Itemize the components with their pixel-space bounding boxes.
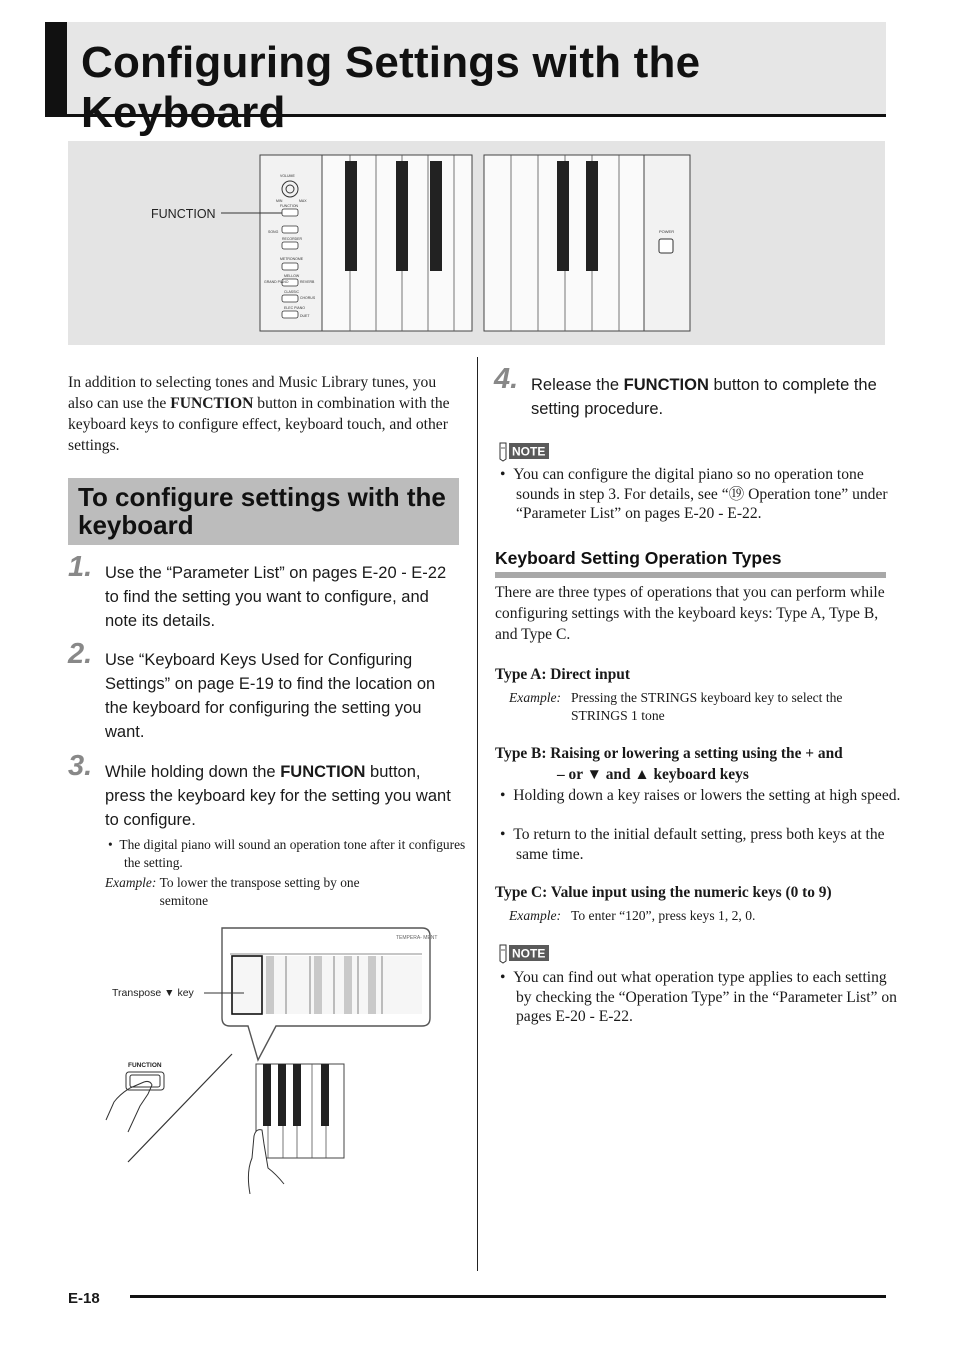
step-4-bold: FUNCTION [623,376,709,394]
intro-text-2: button in combination with the keyboard keys to configure effect, keyboard touch, and other settings. [68,395,450,454]
type-b-bullet-2: • To return to the initial default setting, press both keys at the same time. [500,826,885,863]
type-c-example-label: Example: [509,908,562,923]
step-4-text-2: button to complete the setting procedure. [531,376,877,418]
note-2: • You can find out what operation type applies to each setting by checking the “Operation Type” in the “Parameter List” on pages E-20 - E-22. [500,969,897,1025]
panel-label-volume: VOLUME [280,174,295,178]
intro-text-1: In addition to selecting tones and Music Library tunes, you also can use the [68,374,437,412]
step-3-text-2: button, press the keyboard key for the setting you want to configure. [105,763,451,829]
step-4-number: 4. [494,363,519,395]
panel-label-recorder: RECORDER [282,237,303,241]
transpose-key-label: Transpose ▼ key [112,987,194,999]
panel-label-grand-piano: GRAND PIANO [264,280,289,284]
panel-label-max: MAX [299,199,307,203]
column-divider [477,357,478,1271]
panel-label-reverb: REVERB [300,280,315,284]
step-3-number: 3. [68,750,93,782]
step-3-bullet-text: The digital piano will sound an operation tone after it configures the setting. [119,837,466,870]
intro-paragraph [68,372,460,456]
step-1 [68,551,460,633]
operation-types-intro: There are three types of operations that you can perform while configuring settings with the keyboard keys: Type A, Type B, and Type C. [495,584,885,643]
note-2-text: You can find out what operation type applies to each setting by checking the “Operation Type” in the “Parameter List” on pages E-20 - E-22. [513,969,897,1025]
panel-label-elec-piano: ELEC PIANO [284,306,306,310]
function-callout-label: FUNCTION [151,207,216,221]
page-title: Configuring Settings with the Keyboard [81,38,701,137]
page-number: E-18 [68,1290,100,1307]
step-3 [68,750,460,832]
type-b-heading-line2: – or ▼ and ▲ keyboard keys [557,766,749,783]
type-b-bullet-2-text: To return to the initial default setting, press both keys at the same time. [513,826,885,863]
note-1-text: You can configure the digital piano so no operation tone sounds in step 3. For details, see “⑲ Operation tone” under “Parameter List” on pages E-20 - E-22. [513,466,888,522]
note-badge-1-text: NOTE [512,444,546,459]
temperament-label: TEMPERA- MENT [396,935,438,941]
step-3-bold: FUNCTION [280,763,366,781]
panel-label-classic: CLASSIC [284,290,299,294]
transpose-illustration [100,922,440,1194]
step-3-example-label: Example: [105,875,157,890]
panel-label-chorus: CHORUS [300,296,316,300]
step-2-number: 2. [68,638,93,670]
operation-types-heading: Keyboard Setting Operation Types [495,548,782,568]
type-b-bullet-1-text: Holding down a key raises or lowers the setting at high speed. [513,787,901,804]
title-bar [45,22,886,137]
function-button-label: FUNCTION [128,1062,162,1069]
step-1-number: 1. [68,551,93,583]
step-3-example [105,874,460,910]
panel-label-function: FUNCTION [280,204,299,208]
note-badge-1 [497,440,555,462]
type-c-heading: Type C: Value input using the numeric keys (0 to 9) [495,884,832,901]
right-keys [484,155,690,331]
note-badge-2 [497,942,555,964]
note-badge-2-text: NOTE [512,946,546,961]
type-a-example-text: Pressing the STRINGS keyboard key to select the STRINGS 1 tone [571,690,843,723]
type-a-heading: Type A: Direct input [495,666,630,683]
panel-label-mellow: MELLOW [284,274,300,278]
type-a-example-label: Example: [509,690,562,705]
type-c-example [509,907,886,925]
type-b-heading [495,743,886,785]
type-b-heading-line1: Type B: Raising or lowering a setting using the + and [495,745,843,762]
keyboard-panel-drawing [68,141,885,345]
title-accent [45,22,67,117]
left-keys [322,155,472,331]
panel-label-duet: DUET [300,314,310,318]
panel-label-power: POWER [659,229,675,234]
panel-label-min: MIN [276,199,283,203]
footer-rule [130,1295,886,1298]
type-b-bullet-1: • Holding down a key raises or lowers the setting at high speed. [500,787,901,804]
step-1-text: Use the “Parameter List” on pages E-20 - E-22 to find the setting you want to configure, and note its details. [105,564,447,630]
note-1: • You can configure the digital piano so no operation tone sounds in step 3. For details, see “⑲ Operation tone” under “Parameter List” on pages E-20 - E-22. [500,466,888,522]
intro-bold: FUNCTION [170,395,254,412]
panel-label-song: SONG [268,230,279,234]
step-3-text-1: While holding down the [105,763,281,781]
operation-types-rule [495,572,886,578]
step-4 [494,363,886,421]
panel-label-metronome: METRONOME [280,257,304,261]
type-c-example-text: To enter “120”, press keys 1, 2, 0. [571,908,756,923]
keyboard-panel-illustration [68,141,885,345]
step-2 [68,638,460,744]
step-3-bullet: • The digital piano will sound an operation tone after it configures the setting. [108,837,466,870]
section-heading-box [68,478,459,545]
section-heading: To configure settings with the keyboard [78,482,446,540]
step-4-text-1: Release the [531,376,624,394]
type-a-example [509,689,886,725]
step-2-text: Use “Keyboard Keys Used for Configuring Settings” on page E-19 to find the location on the keyboard for configuring the setting you want. [105,651,436,741]
step-3-example-text: To lower the transpose setting by one semitone [159,875,360,908]
